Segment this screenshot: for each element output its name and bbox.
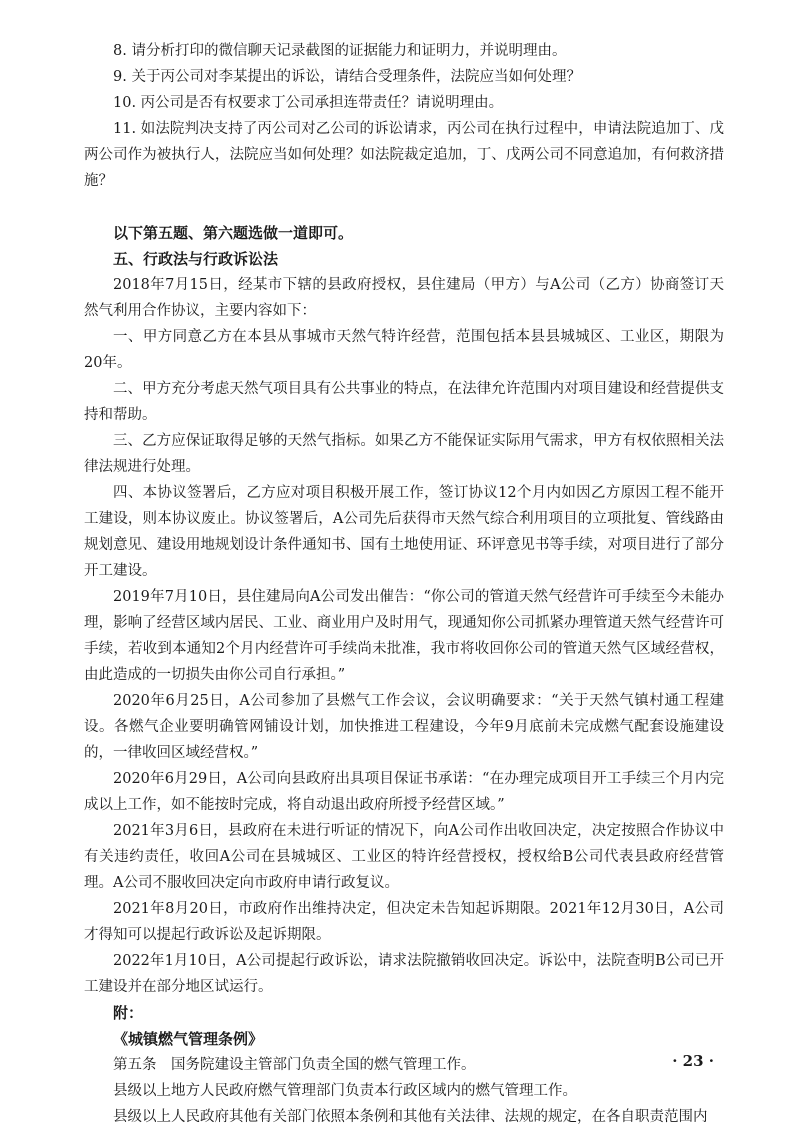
- page-content: [84, 38, 724, 1130]
- case-paragraph: 一、甲方同意乙方在本县从事城市天然气特许经营，范围包括本县县城城区、工业区，期限为20年。: [84, 329, 724, 371]
- question-11: 11. 如法院判决支持了丙公司对乙公司的诉讼请求，丙公司在执行过程中，申请法院追加丁、戊两公司作为被执行人，法院应当如何处理？如法院裁定追加，丁、戊两公司不同意追加，有何救济措施？: [84, 121, 724, 189]
- case-paragraph: 四、本协议签署后，乙方应对项目积极开展工作，签订协议12个月内如因乙方原因工程不能开工建设，则本协议废止。协议签署后，A公司先后获得市天然气综合利用项目的立项批复、管线路由规划意见、建设用地规划设计条件通知书、国有土地使用证、环评意见书等手续，对项目进行了部分开工建设。: [84, 485, 724, 579]
- elective-note: 以下第五题、第六题选做一道即可。: [113, 224, 354, 242]
- law-article: 县级以上人民政府其他有关部门依照本条例和其他有关法律、法规的规定，在各自职责范围内: [113, 1109, 708, 1125]
- case-paragraph: 三、乙方应保证取得足够的天然气指标。如果乙方不能保证实际用气需求，甲方有权依照相关法律法规进行处理。: [84, 433, 724, 475]
- question-10: 10. 丙公司是否有权要求丁公司承担连带责任？请说明理由。: [113, 95, 504, 111]
- law-article: 县级以上地方人民政府燃气管理部门负责本行政区域内的燃气管理工作。: [113, 1083, 577, 1099]
- law-article: 第五条 国务院建设主管部门负责全国的燃气管理工作。: [113, 1057, 476, 1073]
- question-8: 8. 请分析打印的微信聊天记录截图的证据能力和证明力，并说明理由。: [113, 43, 567, 59]
- page-number: · 23 ·: [672, 1052, 714, 1070]
- appendix-label: 附：: [113, 1004, 144, 1022]
- case-paragraph: 2022年1月10日，A公司提起行政诉讼，请求法院撤销收回决定。诉讼中，法院查明B公司已开工建设并在部分地区试运行。: [84, 953, 724, 995]
- law-title: 《城镇燃气管理条例》: [113, 1030, 264, 1048]
- case-paragraph: 2021年3月6日，县政府在未进行听证的情况下，向A公司作出收回决定，决定按照合作协议中有关违约责任，收回A公司在县城城区、工业区的特许经营授权，授权给B公司代表县政府经营管理。A公司不服收回决定向市政府申请行政复议。: [84, 823, 724, 891]
- case-paragraph: 2020年6月25日，A公司参加了县燃气工作会议，会议明确要求：“关于天然气镇村通工程建设。各燃气企业要明确管网铺设计划，加快推进工程建设，今年9月底前未完成燃气配套设施建设的，一律收回区域经营权。”: [84, 693, 724, 761]
- spacer: [84, 194, 724, 220]
- case-paragraph: 2018年7月15日，经某市下辖的县政府授权，县住建局（甲方）与A公司（乙方）协商签订天然气利用合作协议，主要内容如下：: [84, 277, 724, 319]
- case-paragraph: 2021年8月20日，市政府作出维持决定，但决定未告知起诉期限。2021年12月30日，A公司才得知可以提起行政诉讼及起诉期限。: [84, 901, 724, 943]
- case-paragraph: 2020年6月29日，A公司向县政府出具项目保证书承诺：“在办理完成项目开工手续三个月内完成以上工作，如不能按时完成，将自动退出政府所授予经营区域。”: [84, 771, 724, 813]
- case-paragraph: 2019年7月10日，县住建局向A公司发出催告：“你公司的管道天然气经营许可手续至今未能办理，影响了经营区域内居民、工业、商业用户及时用气，现通知你公司抓紧办理管道天然气经营许可手续，若收到本通知2个月内经营许可手续尚未批准，我市将收回你公司的管道天然气区域经营权，由此造成的一切损失由你公司自行承担。”: [84, 589, 724, 683]
- case-paragraph: 二、甲方充分考虑天然气项目具有公共事业的特点，在法律允许范围内对项目建设和经营提供支持和帮助。: [84, 381, 724, 423]
- question-9: 9. 关于丙公司对李某提出的诉讼，请结合受理条件，法院应当如何处理？: [113, 69, 581, 85]
- section-title: 五、行政法与行政诉讼法: [113, 250, 279, 268]
